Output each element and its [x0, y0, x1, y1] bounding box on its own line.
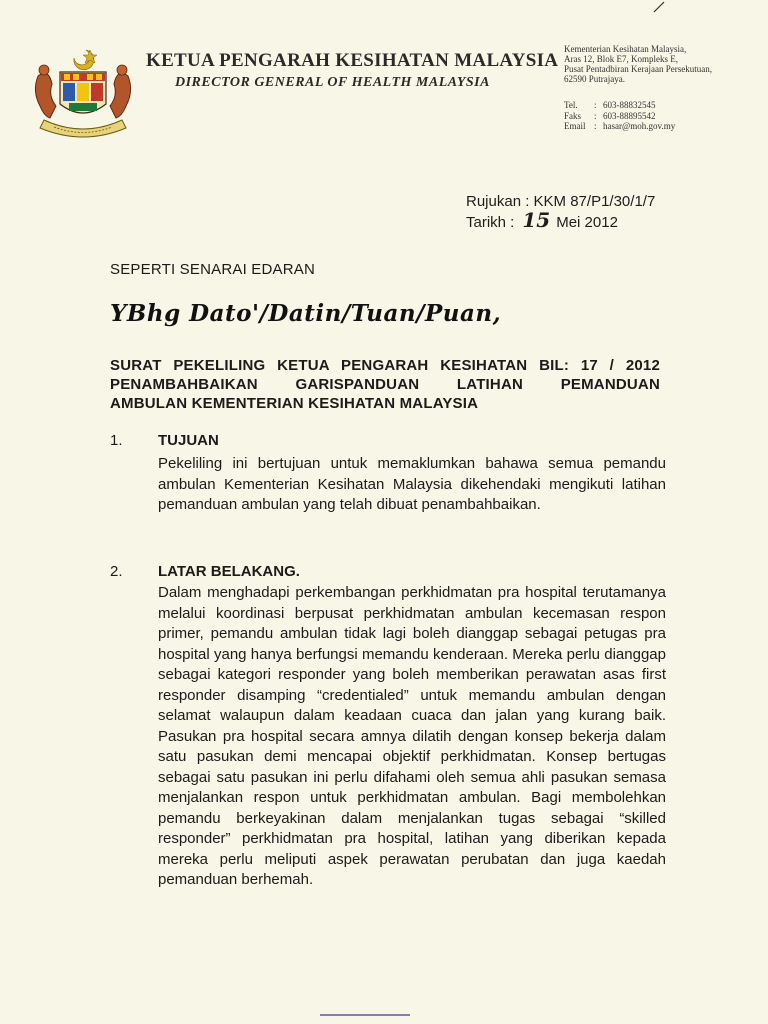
address-line: Aras 12, Blok E7, Kompleks E, [564, 54, 678, 64]
subject-line-1: SURAT PEKELILING KETUA PENGARAH KESIHATAN BIL: 17 / 2012 [110, 357, 660, 374]
pen-mark-decoration [650, 0, 670, 14]
recipients-line: SEPERTI SENARAI EDARAN [110, 261, 316, 278]
contact-separator: : [594, 121, 597, 131]
section-heading: TUJUAN [158, 432, 219, 449]
contact-label: Faks [564, 110, 582, 121]
address-line: 62590 Putrajaya. [564, 74, 625, 84]
section-number: 1. [110, 432, 123, 449]
rujukan-row [466, 192, 655, 211]
tarikh-month-year: Mei 2012 [556, 214, 618, 231]
letterhead-title: KETUA PENGARAH KESIHATAN MALAYSIA [146, 50, 559, 71]
letterhead-contacts [564, 100, 675, 132]
contact-row-email [564, 121, 675, 132]
section-heading: LATAR BELAKANG. [158, 563, 300, 580]
rujukan-value: KKM 87/P1/30/1/7 [533, 193, 656, 210]
contact-row-fax [564, 111, 675, 122]
contact-value: 603-88832545 [603, 100, 656, 110]
contact-separator: : [594, 100, 597, 110]
salutation-handwritten: YBhg Dato'/Datin/Tuan/Puan, [110, 300, 502, 327]
subject-heading [110, 356, 660, 413]
contact-value: hasar@moh.gov.my [603, 121, 676, 131]
contact-row-tel [564, 100, 675, 111]
subject-line-2: PENAMBAHBAIKAN GARISPANDUAN LATIHAN PEMANDUAN [110, 376, 660, 393]
rujukan-label: Rujukan : [466, 193, 530, 210]
section-body: Pekeliling ini bertujuan untuk memaklumkan bahawa semua pemandu ambulan Kementerian Kesihatan Malaysia dikehendaki mengikuti latihan pemanduan ambulan yang telah dibuat penambahbaikan. [158, 455, 666, 513]
contact-label: Tel. [564, 100, 578, 110]
contact-label: Email [564, 121, 586, 131]
address-line: Pusat Pentadbiran Kerajaan Persekutuan, [564, 64, 712, 74]
reference-block [466, 192, 655, 232]
tarikh-label: Tarikh : [466, 214, 515, 231]
section-body: Dalam menghadapi perkembangan perkhidmatan pra hospital terutamanya melalui koordinasi berpusat perkhidmatan ambulan kecemasan respon primer, pemandu ambulan tidak lagi boleh dianggap sebagai petugas pra hospital yang hanya berfungsi memandu kenderaan. Mereka perlu dianggap sebagai kategori responder yang boleh memberikan perawatan asas first responder disamping “credentialed” untuk memandu ambulan dengan selamat walaupun dalam keadaan cuaca dan jalan yang kurang baik. Pasukan pra hospital secara amnya dilatih dengan konsep bekerja dalam satu pasukan demi mencapai objektif perkhidmatan. Konsep bertugas sebagai satu pasukan ini perlu difahami oleh semua ahli pasukan semasa menjalankan respon untuk perkhidmatan ambulan. Bagi membolehkan pemandu berkeyakinan dalam menjalankan tugas sebagai “skilled responder” perkhidmatan pra hospital, latihan yang diberikan kepada mereka perlu meliputi aspek perawatan perubatan dan juga kaedah pemanduan berhemah. [158, 584, 666, 888]
coat-of-arms-logo [30, 46, 136, 142]
section-number: 2. [110, 563, 123, 580]
contact-value: 603-88895542 [603, 110, 656, 121]
letterhead-address [564, 44, 712, 84]
letterhead-subtitle: DIRECTOR GENERAL OF HEALTH MALAYSIA [175, 75, 490, 90]
subject-line-3: AMBULAN KEMENTERIAN KESIHATAN MALAYSIA [110, 395, 479, 412]
tarikh-row [466, 208, 655, 232]
footer-divider [320, 1014, 410, 1016]
contact-separator: : [594, 110, 597, 121]
tarikh-day-handwritten: 15 [522, 208, 551, 232]
address-line: Kementerian Kesihatan Malaysia, [564, 44, 687, 54]
